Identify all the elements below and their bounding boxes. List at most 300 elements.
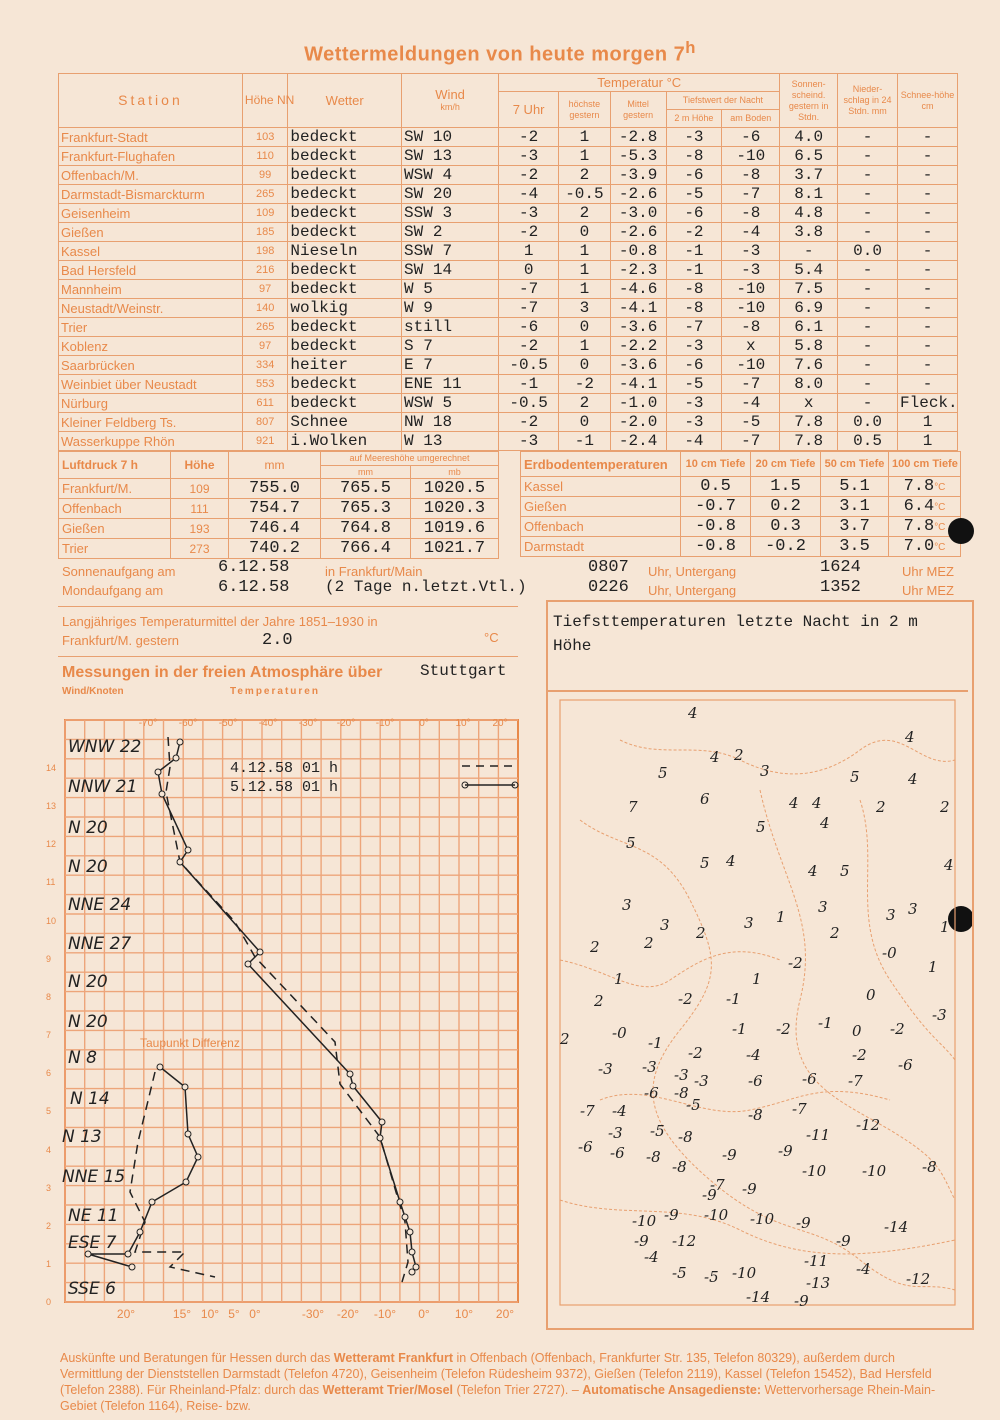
wind-label: Wind/Knoten: [62, 686, 124, 697]
sunrise-place: in Frankfurt/Main: [325, 564, 423, 579]
map-title: Tiefsttemperaturen letzte Nacht in 2 m Höhe: [553, 613, 918, 655]
map-figure: [560, 700, 960, 1312]
moonset-time: 1352: [820, 578, 861, 597]
col-d100: 100 cm Tiefe: [889, 452, 961, 477]
map-temperature: 5: [850, 768, 860, 786]
cell-d100: [889, 477, 961, 497]
table-row: [59, 147, 958, 166]
atmosphere-place: Stuttgart: [420, 662, 507, 680]
table-row: [59, 280, 958, 299]
cell-sl_mm: 766.4: [321, 539, 411, 559]
cell-d20: [751, 477, 821, 497]
height-tick: 11: [46, 877, 56, 887]
cell-tminground: -7: [722, 432, 780, 451]
map-temperature: -2: [688, 1044, 703, 1062]
cell-height: 553: [242, 375, 287, 394]
col-pressure-station: Luftdruck 7 h: [59, 452, 171, 479]
cell-mm: 755.0: [229, 479, 321, 499]
cell-sun: 6.9: [780, 299, 838, 318]
cell-snow: -: [898, 337, 958, 356]
cell-tmax: 1: [559, 261, 611, 280]
cell-sun: 4.8: [780, 204, 838, 223]
map-temperature: -12: [672, 1232, 697, 1250]
cell-d10: [681, 497, 751, 517]
cell-wind: SW 10: [402, 128, 499, 147]
cell-height: 140: [242, 299, 287, 318]
cell-weather: bedeckt: [288, 318, 402, 337]
cell-snow: -: [898, 242, 958, 261]
cell-station: Koblenz: [59, 337, 243, 356]
map-temperature: -9: [664, 1206, 679, 1224]
col-tmin: Tiefstwert der Nacht: [666, 92, 780, 110]
cell-sl_mb: 1020.3: [411, 499, 499, 519]
cell-snow: -: [898, 356, 958, 375]
map-temperature: 4: [808, 862, 818, 880]
map-temperature: -6: [748, 1072, 763, 1090]
map-temperature: -10: [750, 1210, 775, 1228]
col-d50: 50 cm Tiefe: [821, 452, 889, 477]
map-temperature: 0: [866, 986, 876, 1004]
col-pressure-sealevel: auf Meereshöhe umgerechnet: [321, 452, 499, 466]
table-row: [59, 185, 958, 204]
bottom-tick-right: 10°: [454, 1307, 474, 1321]
map-temperature: -14: [746, 1288, 771, 1306]
height-tick: 4: [46, 1145, 52, 1155]
map-temperature: -7: [792, 1100, 807, 1118]
cell-precip: -: [838, 166, 898, 185]
cell-sl_mm: 765.3: [321, 499, 411, 519]
map-temperature: -5: [650, 1122, 665, 1140]
col-temperature: Temperatur °C: [499, 74, 780, 92]
bottom-tick-left: 20°: [116, 1307, 136, 1321]
top-tick: -40°: [258, 718, 278, 729]
map-temperature: -9: [778, 1142, 793, 1160]
map-temperature: -8: [646, 1148, 661, 1166]
cell-tmean: -2.4: [610, 432, 666, 451]
map-temperature: -9: [742, 1180, 757, 1198]
col-pressure-height: Höhe: [171, 452, 229, 479]
sunset-tz: Uhr MEZ: [902, 564, 954, 579]
map-temperature: 4: [688, 704, 698, 722]
soil-table: [520, 451, 961, 557]
col-tmin-ground: am Boden: [722, 110, 780, 128]
height-tick: 10: [46, 916, 57, 926]
height-tick: 7: [46, 1030, 52, 1040]
map-temperature: -9: [702, 1186, 717, 1204]
moonset-label: Uhr, Untergang: [648, 583, 737, 598]
data-marker: [173, 755, 179, 761]
table-row: [59, 479, 499, 499]
cell-tmean: -2.8: [610, 128, 666, 147]
map-temperature: -2: [776, 1020, 791, 1038]
map-temperature: -5: [704, 1268, 719, 1286]
map-temperature: -8: [748, 1106, 763, 1124]
sunrise-label: Sonnenaufgang am: [62, 564, 176, 579]
cell-t7: 1: [499, 242, 559, 261]
cell-weather: wolkig: [288, 299, 402, 318]
table-row: [59, 242, 958, 261]
cell-tmax: 1: [559, 128, 611, 147]
atmosphere-chart: [40, 712, 530, 1324]
cell-tmin2m: -6: [666, 166, 722, 185]
cell-weather: Schnee: [288, 413, 402, 432]
data-marker: [379, 1119, 385, 1125]
cell-wind: SW 13: [402, 147, 499, 166]
cell-weather: bedeckt: [288, 261, 402, 280]
soil-value: -0.8: [695, 537, 736, 556]
soil-value: 3.5: [839, 537, 870, 556]
wind-value: WNW 22: [68, 737, 142, 757]
map-temperature: 2: [940, 798, 950, 816]
soil-value: -0.8: [695, 517, 736, 536]
height-tick: 3: [46, 1183, 52, 1193]
moonrise-time: 0226: [588, 578, 629, 597]
data-marker: [397, 1199, 403, 1205]
cell-station: Bad Hersfeld: [59, 261, 243, 280]
map-temperature: 2: [876, 798, 886, 816]
top-tick: -50°: [218, 718, 238, 729]
map-temperature: -10: [632, 1212, 657, 1230]
map-temperature: -7: [710, 1176, 725, 1194]
height-tick: 0: [46, 1297, 52, 1307]
map-temperature: 2: [590, 938, 600, 956]
cell-tmax: 3: [559, 299, 611, 318]
cell-tminground: -8: [722, 166, 780, 185]
cell-sun: 8.0: [780, 375, 838, 394]
map-temperature: 4: [789, 794, 799, 812]
data-marker: [407, 1229, 413, 1235]
cell-height: 97: [242, 337, 287, 356]
col-tmean: Mittel gestern: [610, 92, 666, 128]
table-row: [59, 337, 958, 356]
map-temperature: 3: [886, 906, 896, 924]
map-temperature: -8: [678, 1128, 693, 1146]
cell-t7: 0: [499, 261, 559, 280]
cell-tmin2m: -8: [666, 280, 722, 299]
sunset-label: Uhr, Untergang: [648, 564, 737, 579]
cell-wind: W 9: [402, 299, 499, 318]
col-height: Höhe NN: [242, 74, 287, 128]
cell-tminground: -6: [722, 128, 780, 147]
cell-station: Darmstadt: [521, 537, 681, 557]
wind-value: N 20: [68, 818, 108, 838]
cell-sl_mm: 765.5: [321, 479, 411, 499]
map-temperature: -11: [804, 1252, 829, 1270]
cell-height: 198: [242, 242, 287, 261]
cell-precip: -: [838, 261, 898, 280]
table-row: [59, 539, 499, 559]
cell-sun: 8.1: [780, 185, 838, 204]
cell-t7: -3: [499, 204, 559, 223]
map-temperature: -12: [856, 1116, 881, 1134]
cell-wind: SSW 3: [402, 204, 499, 223]
cell-wind: still: [402, 318, 499, 337]
top-tick: -20°: [336, 718, 356, 729]
col-sl-mm: mm: [321, 465, 411, 479]
map-border: [560, 952, 780, 987]
table-row: [59, 299, 958, 318]
cell-precip: -: [838, 356, 898, 375]
cell-weather: bedeckt: [288, 337, 402, 356]
cell-tmean: -5.3: [610, 147, 666, 166]
table-row: [59, 261, 958, 280]
height-tick: 1: [46, 1259, 52, 1269]
height-tick: 5: [46, 1106, 52, 1116]
map-temperature: -4: [746, 1046, 761, 1064]
data-marker: [155, 769, 161, 775]
cell-d20: [751, 497, 821, 517]
data-marker: [125, 1251, 131, 1257]
cell-wind: WSW 5: [402, 394, 499, 413]
cell-t7: -0.5: [499, 394, 559, 413]
height-tick: 2: [46, 1221, 52, 1231]
cell-station: Saarbrücken: [59, 356, 243, 375]
map-temperature: 1: [752, 970, 762, 988]
wind-value: N 20: [68, 857, 108, 877]
cell-weather: bedeckt: [288, 375, 402, 394]
cell-height: 97: [242, 280, 287, 299]
map-temperature: 3: [818, 898, 828, 916]
data-marker: [377, 1135, 383, 1141]
map-temperature: 1: [940, 918, 950, 936]
map-temperature: 1: [928, 958, 938, 976]
map-temperature: -6: [578, 1138, 593, 1156]
cell-tminground: -7: [722, 375, 780, 394]
map-temperature: -10: [732, 1264, 757, 1282]
cell-t7: -2: [499, 166, 559, 185]
sunrise-time: 0807: [588, 558, 629, 577]
pressure-rows: [59, 479, 499, 559]
table-row: [521, 517, 961, 537]
map-temperature: 0: [852, 1022, 862, 1040]
cell-tmin2m: -5: [666, 375, 722, 394]
map-temperature: 2: [594, 992, 604, 1010]
wind-value: NNE 24: [68, 895, 132, 915]
cell-height: 109: [171, 479, 229, 499]
soil-value: 0.5: [700, 477, 731, 496]
wind-value: ESE 7: [68, 1233, 117, 1253]
map-temperature: -2: [852, 1046, 867, 1064]
cell-station: Frankfurt-Stadt: [59, 128, 243, 147]
wind-value: N 8: [68, 1048, 97, 1068]
map-temperature: -8: [922, 1158, 937, 1176]
station-rows: [59, 128, 958, 451]
col-d20: 20 cm Tiefe: [751, 452, 821, 477]
cell-precip: -: [838, 375, 898, 394]
soil-value: 3.7: [839, 517, 870, 536]
cell-sl_mb: 1021.7: [411, 539, 499, 559]
top-tick: 0°: [419, 718, 429, 729]
cell-wind: WSW 4: [402, 166, 499, 185]
cell-station: Offenbach/M.: [59, 166, 243, 185]
cell-d20: [751, 537, 821, 557]
data-marker: [185, 1131, 191, 1137]
cell-snow: -: [898, 185, 958, 204]
soil-value: 1.5: [770, 477, 801, 496]
cell-tmean: -0.8: [610, 242, 666, 261]
cell-t7: -2: [499, 413, 559, 432]
data-marker: [245, 961, 251, 967]
cell-d50: [821, 497, 889, 517]
pressure-table: [58, 451, 499, 559]
map-border: [760, 790, 955, 1200]
cell-t7: -1: [499, 375, 559, 394]
cell-tminground: -4: [722, 223, 780, 242]
cell-t7: -0.5: [499, 356, 559, 375]
cell-t7: -7: [499, 280, 559, 299]
soil-value: 0.2: [770, 497, 801, 516]
soil-rows: [521, 477, 961, 557]
bottom-tick-left: 0°: [249, 1307, 261, 1321]
cell-tmean: -4.1: [610, 375, 666, 394]
soil-unit: °C: [934, 522, 946, 533]
soil-value: 7.0: [903, 537, 935, 556]
wind-value: SSE 6: [68, 1279, 116, 1299]
cell-tmin2m: -4: [666, 432, 722, 451]
cell-tmin2m: -7: [666, 318, 722, 337]
col-tmin-2m: 2 m Höhe: [666, 110, 722, 128]
cell-station: Frankfurt/M.: [59, 479, 171, 499]
cell-station: Mannheim: [59, 280, 243, 299]
cell-tmin2m: -6: [666, 356, 722, 375]
soil-value: -0.7: [695, 497, 736, 516]
temp-curve-solid: [158, 742, 416, 1272]
atmosphere-curves: [85, 737, 419, 1282]
map-temperature: 1: [776, 908, 786, 926]
map-temperature: -8: [672, 1158, 687, 1176]
cell-weather: bedeckt: [288, 223, 402, 242]
map-temperature: 4: [726, 852, 736, 870]
col-wind: Wind km/h: [402, 74, 499, 128]
cell-snow: -: [898, 166, 958, 185]
map-temperature: 5: [658, 764, 668, 782]
data-marker: [137, 1229, 143, 1235]
map-temperature: -2: [678, 990, 693, 1008]
map-temperature: 5: [756, 818, 766, 836]
map-temperature: 2: [696, 924, 706, 942]
cell-height: 99: [242, 166, 287, 185]
cell-d50: [821, 517, 889, 537]
cell-tminground: -8: [722, 204, 780, 223]
cell-tmean: -2.6: [610, 223, 666, 242]
cell-tminground: -10: [722, 147, 780, 166]
cell-station: Wasserkuppe Rhön: [59, 432, 243, 451]
cell-tmean: -4.6: [610, 280, 666, 299]
divider: [58, 656, 518, 657]
cell-tminground: -3: [722, 261, 780, 280]
cell-snow: 1: [898, 413, 958, 432]
atmosphere-title: Messungen in der freien Atmosphäre über: [62, 664, 383, 681]
height-tick: 12: [46, 839, 57, 849]
map-temperature: -10: [802, 1162, 827, 1180]
map-temperature: -3: [694, 1072, 709, 1090]
cell-tminground: -10: [722, 356, 780, 375]
top-tick: -30°: [298, 718, 318, 729]
cell-station: Trier: [59, 539, 171, 559]
map-temperature: -2: [890, 1020, 905, 1038]
soil-value: 7.8: [903, 477, 935, 496]
height-tick: 13: [46, 801, 57, 811]
temp-label: Temperaturen: [230, 686, 320, 697]
cell-station: Offenbach: [59, 499, 171, 519]
atmosphere-winds: [62, 737, 141, 1299]
map-temperature: -14: [884, 1218, 909, 1236]
page-title: Wettermeldungen von heute morgen 7$^h$: [304, 38, 696, 66]
legend-label: 5.12.58 01 h: [230, 779, 339, 796]
height-tick: 14: [46, 763, 57, 773]
table-row: [59, 356, 958, 375]
map-temperature: -0: [612, 1024, 627, 1042]
col-precip: Nieder-schlag in 24 Stdn. mm: [838, 74, 898, 128]
map-temperature: -6: [644, 1084, 659, 1102]
table-row: [59, 128, 958, 147]
moonset-tz: Uhr MEZ: [902, 583, 954, 598]
map-temperature: -3: [674, 1066, 689, 1084]
cell-t7: -2: [499, 128, 559, 147]
cell-sun: 7.5: [780, 280, 838, 299]
map-temperature: 4: [944, 856, 954, 874]
bottom-tick-right: 0°: [418, 1307, 430, 1321]
map-temperature: -0: [882, 944, 897, 962]
map-temperature: 2: [644, 934, 654, 952]
cell-precip: -: [838, 147, 898, 166]
cell-mm: 740.2: [229, 539, 321, 559]
cell-snow: 1: [898, 432, 958, 451]
table-row: [521, 477, 961, 497]
map-temperature: 5: [626, 834, 636, 852]
map-temperature: 2: [830, 924, 840, 942]
map-temperature: -1: [818, 1014, 833, 1032]
col-soil-title: Erdbodentemperaturen: [521, 452, 681, 477]
map-temperature: 4: [820, 814, 830, 832]
cell-d100: [889, 537, 961, 557]
data-marker: [157, 1064, 163, 1070]
cell-height: 193: [171, 519, 229, 539]
cell-precip: 0.0: [838, 242, 898, 261]
map-temperature: 5: [840, 862, 850, 880]
cell-height: 103: [242, 128, 287, 147]
cell-d20: [751, 517, 821, 537]
col-snow: Schnee-höhe cm: [898, 74, 958, 128]
wind-value: NNW 21: [68, 777, 138, 797]
map-temperature: -12: [906, 1270, 931, 1288]
bottom-tick-right: -20°: [336, 1307, 360, 1321]
cell-tmin2m: -2: [666, 223, 722, 242]
map-temperature: 1: [614, 970, 624, 988]
cell-station: Offenbach: [521, 517, 681, 537]
cell-tmin2m: -6: [666, 204, 722, 223]
wind-value: N 20: [68, 1012, 108, 1032]
cell-sl_mb: 1019.6: [411, 519, 499, 539]
cell-tminground: -7: [722, 185, 780, 204]
cell-sun: x: [780, 394, 838, 413]
divider: [58, 606, 518, 607]
cell-tmax: 0: [559, 318, 611, 337]
cell-weather: bedeckt: [288, 204, 402, 223]
map-temperature: -6: [802, 1070, 817, 1088]
table-row: [59, 499, 499, 519]
cell-height: 109: [242, 204, 287, 223]
col-tmax: höchste gestern: [559, 92, 611, 128]
map-temperature: -4: [644, 1248, 659, 1266]
cell-wind: SW 2: [402, 223, 499, 242]
cell-t7: -3: [499, 432, 559, 451]
cell-station: Kleiner Feldberg Ts.: [59, 413, 243, 432]
cell-tmean: -2.2: [610, 337, 666, 356]
cell-height: 921: [242, 432, 287, 451]
atmosphere-ticks: [46, 718, 514, 1321]
cell-tmax: 0: [559, 356, 611, 375]
